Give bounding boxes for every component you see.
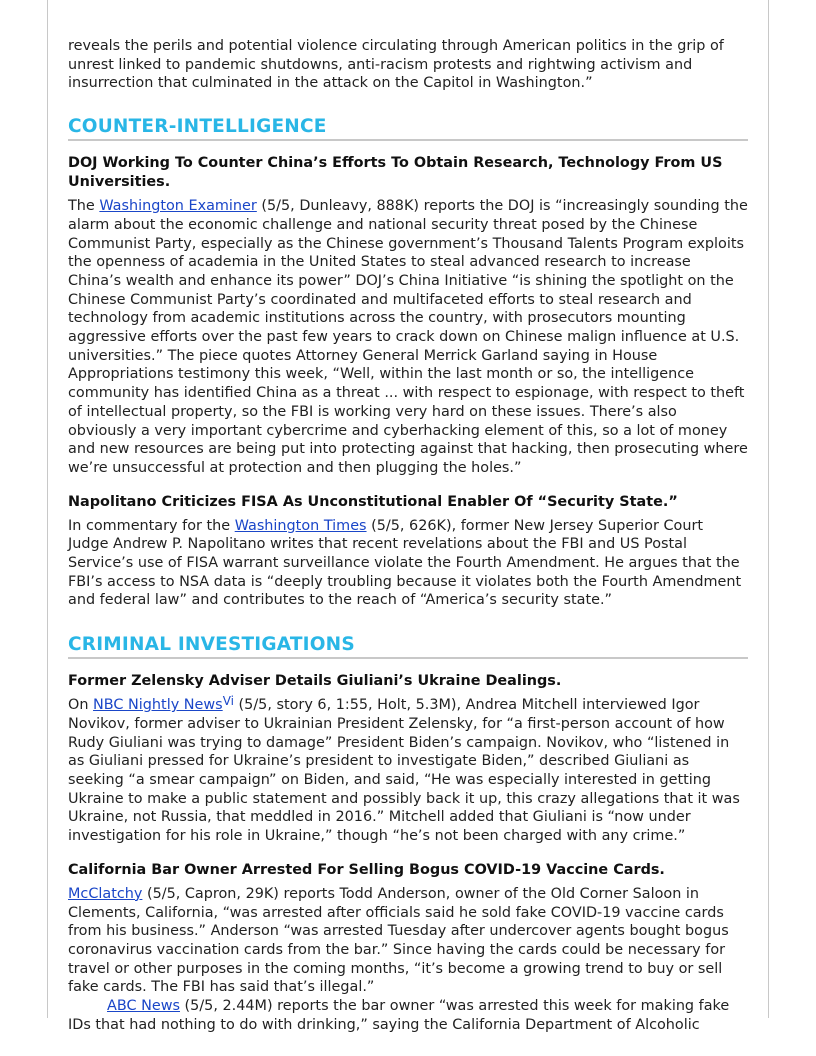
source-link-washington-examiner[interactable]: Washington Examiner	[99, 198, 257, 215]
right-margin-rule	[768, 0, 769, 1018]
article-body: On NBC Nightly News$^{Vi}$ (5/5, story 6, 1:55, Holt, 5.3M), Andrea Mitchell interviewed Igor Novikov, former adviser to Ukrainian President Zelensky, for “a first-person account of how Rudy Giuliani was trying to damage” President Biden’s campaign. Novikov, who “listened in as Giuliani pressed for Ukraine’s president to investigate Biden,” described Giuliani as seeking “a smear campaign” on Biden, and said, “He was especially interested in getting Ukraine to make a public statement and possibly back it up, this crazy allegations that it was Ukraine, not Russia, that meddled in 2016.” Mitchell added that Giuliani is “now under investigation for his role in Ukraine,” though “he’s not been charged with any crime.”	[68, 694, 740, 845]
source-link-nbc-nightly-news[interactable]: NBC Nightly News	[93, 697, 223, 714]
document-body	[68, 37, 748, 1049]
article-headline: Former Zelensky Adviser Details Giuliani’s Ukraine Dealings.	[68, 673, 562, 690]
article-doj-china	[68, 154, 748, 478]
article-headline: California Bar Owner Arrested For Selling Bogus COVID-19 Vaccine Cards.	[68, 861, 665, 878]
source-link-mcclatchy[interactable]: McClatchy	[68, 885, 143, 902]
article-body-continued: ABC News (5/5, 2.44M) reports the bar owner “was arrested this week for making fake IDs that had nothing to do with drinking,” saying the California Department of Alcoholic	[68, 998, 730, 1033]
article-california-bar-owner	[68, 861, 748, 1035]
article-body: The Washington Examiner (5/5, Dunleavy, 888K) reports the DOJ is “increasingly sounding the alarm about the economic challenge and national security threat posed by the Chinese Communist Party, especially as the Chinese government’s Thousand Talents Program exploits the openness of academia in the United States to steal advanced research to increase China’s wealth and enhance its power” DOJ’s China Initiative “is shining the spotlight on the Chinese Communist Party’s coordinated and multifaceted efforts to steal research and technology from academic institutions across the country, with prosecutors mounting aggressive efforts over the past few years to crack down on Chinese malign influence at U.S. universities.” The piece quotes Attorney General Merrick Garland saying in House Appropriations testimony this week, “Well, within the last month or so, the intelligence community has identified China as a threat ... with respect to espionage, with respect to theft of intellectual property, so the FBI is working very hard on these issues. There’s also obviously a very important cybercrime and cyberhacking element of this, so a lot of money and new resources are being put into protecting against that hacking, then prosecuting where we’re unsuccessful at protection and then plugging the holes.”	[68, 198, 748, 476]
article-body: McClatchy (5/5, Capron, 29K) reports Todd Anderson, owner of the Old Corner Saloon in Clements, California, “was arrested after officials said he sold fake COVID-19 vaccine cards from his business.” Anderson “was arrested Tuesday after undercover agents bought bogus coronavirus vaccination cards from the bar.” Since having the cards could be necessary for travel or other purposes in the coming months, “it’s become a growing trend to buy or sell fake cards. The FBI has said that’s illegal.”	[68, 885, 729, 996]
intro-paragraph: reveals the perils and potential violence circulating through American politics in the grip of unrest linked to pandemic shutdowns, anti-racism protests and rightwing activism and insurrection that culminated in the attack on the Capitol in Washington.”	[68, 38, 724, 92]
left-margin-rule	[47, 0, 48, 1018]
section-heading-counter-intelligence: COUNTER-INTELLIGENCE	[68, 116, 748, 141]
article-headline: DOJ Working To Counter China’s Efforts To Obtain Research, Technology From US Universities.	[68, 155, 723, 191]
video-marker[interactable]: Vi	[222, 694, 234, 709]
article-headline: Napolitano Criticizes FISA As Unconstitutional Enabler Of “Security State.”	[68, 493, 678, 510]
article-zelensky-giuliani	[68, 672, 748, 846]
source-link-washington-times[interactable]: Washington Times	[234, 517, 367, 534]
source-link-abc-news[interactable]: ABC News	[107, 998, 180, 1015]
article-napolitano-fisa	[68, 493, 748, 611]
article-body: In commentary for the Washington Times (5/5, 626K), former New Jersey Superior Court Judge Andrew P. Napolitano writes that recent revelations about the FBI and US Postal Service’s use of FISA warrant surveillance violate the Fourth Amendment. He argues that the FBI’s access to NSA data is “deeply troubling because it violates both the Fourth Amendment and federal law” and contributes to the reach of “America’s security state.”	[68, 517, 742, 609]
section-heading-criminal-investigations: CRIMINAL INVESTIGATIONS	[68, 634, 748, 659]
